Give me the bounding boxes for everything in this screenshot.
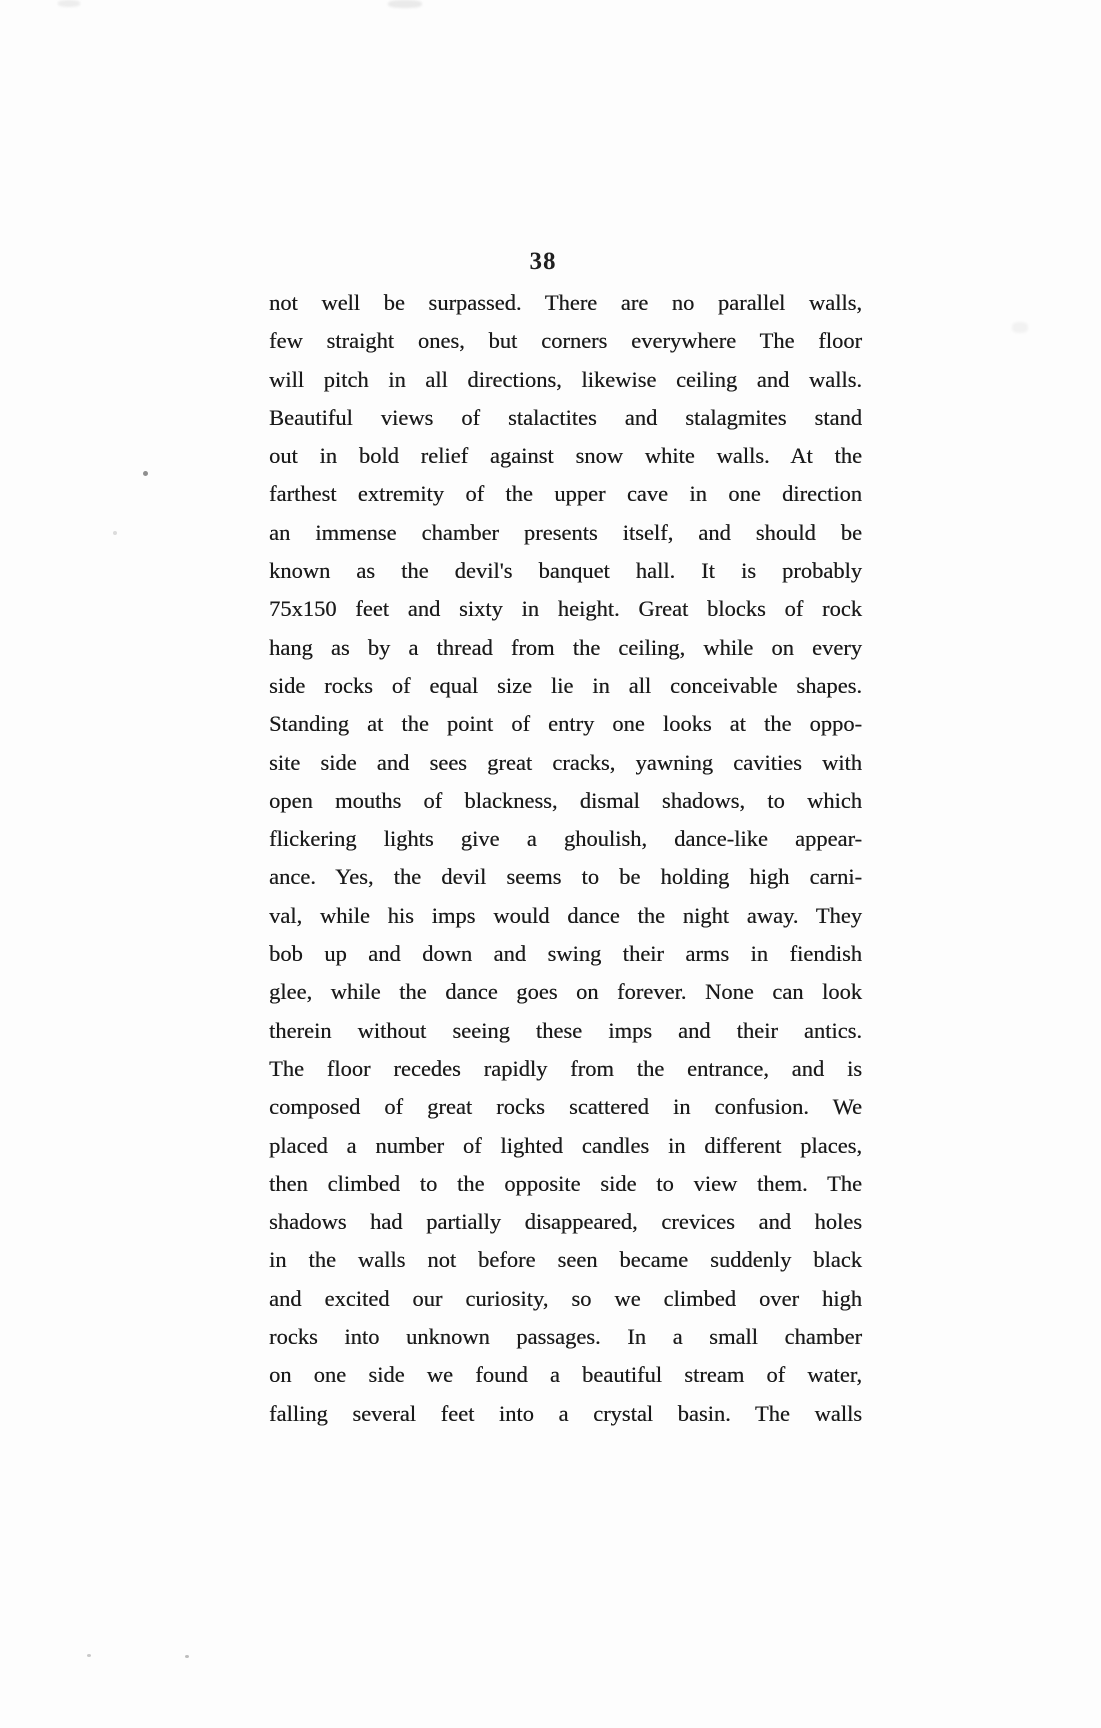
scan-speck	[87, 1654, 91, 1657]
text-line: 75x150 feet and sixty in height. Great blocks of rock	[269, 596, 862, 622]
text-line: few straight ones, but corners everywhere The floor	[269, 328, 862, 354]
text-line: then climbed to the opposite side to view them. The	[269, 1170, 862, 1196]
text-line: The floor recedes rapidly from the entrance, and is	[269, 1055, 862, 1081]
text-line: rocks into unknown passages. In a small chamber	[269, 1324, 862, 1350]
page-number: 38	[529, 248, 557, 275]
text-line: not well be surpassed. There are no parallel walls,	[269, 290, 862, 315]
text-line: bob up and down and swing their arms in fiendish	[269, 941, 862, 967]
text-line: side rocks of equal size lie in all conceivable shapes.	[269, 672, 862, 698]
text-line: Beautiful views of stalactites and stalagmites stand	[269, 404, 862, 430]
text-line: an immense chamber presents itself, and should be	[269, 519, 862, 545]
text-line: flickering lights give a ghoulish, dance-like appear-	[269, 826, 862, 852]
text-line: composed of great rocks scattered in confusion. We	[269, 1094, 862, 1120]
text-line: Standing at the point of entry one looks at the oppo-	[269, 711, 862, 737]
text-line: farthest extremity of the upper cave in one direction	[269, 481, 862, 507]
text-line: ance. Yes, the devil seems to be holding high carni-	[269, 864, 862, 890]
text-line: placed a number of lighted candles in different places,	[269, 1132, 862, 1158]
text-line: therein without seeing these imps and their antics.	[269, 1017, 862, 1043]
scan-smudge	[388, 0, 422, 8]
text-line: on one side we found a beautiful stream of water,	[269, 1362, 862, 1388]
text-line: open mouths of blackness, dismal shadows, to which	[269, 787, 862, 813]
text-line: falling several feet into a crystal basin. The walls	[269, 1400, 862, 1426]
text-line: out in bold relief against snow white walls. At the	[269, 443, 862, 469]
text-line: will pitch in all directions, likewise ceiling and walls.	[269, 366, 862, 392]
scan-speck	[143, 471, 148, 476]
scan-smudge	[58, 0, 80, 7]
text-line: in the walls not before seen became suddenly black	[269, 1247, 862, 1273]
text-line: glee, while the dance goes on forever. None can look	[269, 979, 862, 1005]
text-line: site side and sees great cracks, yawning cavities with	[269, 749, 862, 775]
text-line: hang as by a thread from the ceiling, while on every	[269, 634, 862, 660]
scan-speck	[185, 1655, 189, 1658]
text-line: and excited our curiosity, so we climbed over high	[269, 1285, 862, 1311]
scan-speck	[113, 531, 117, 535]
text-line: val, while his imps would dance the night away. They	[269, 902, 862, 928]
text-line: shadows had partially disappeared, crevices and holes	[269, 1209, 862, 1235]
text-line: known as the devil's banquet hall. It is probably	[269, 558, 862, 584]
scan-smudge	[1012, 322, 1028, 333]
page-text-block	[269, 284, 862, 1433]
